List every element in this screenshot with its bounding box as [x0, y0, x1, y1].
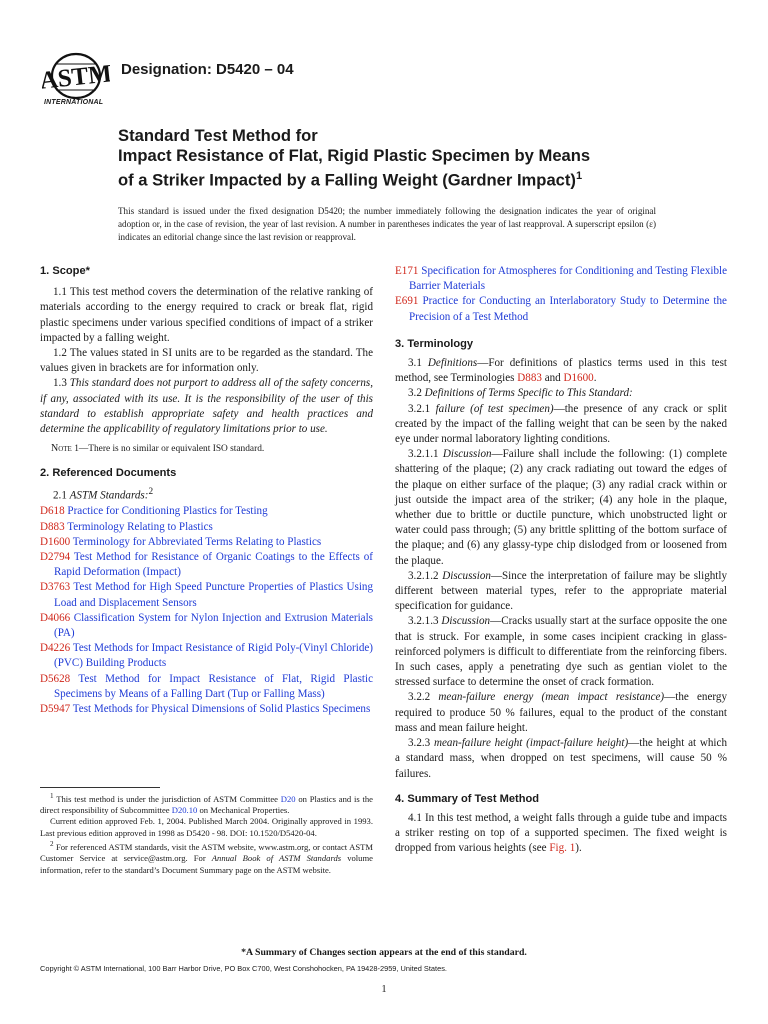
safety-statement: This standard does not purport to address all of the safety concerns, if any, associated with its use. It is the responsibility of the user of this standard to establish appropriate safety and health practices and determine the applicability of regulatory limitations prior to use. — [40, 377, 374, 436]
footnote-text: on Mechanical Properties. — [197, 805, 290, 816]
ref-title-link[interactable]: Test Methods for Physical Dimensions of Solid Plastics Specimens — [70, 702, 371, 715]
ref-title-link[interactable]: Test Methods for Impact Resistance of Rigid Poly-(Vinyl Chloride) (PVC) Building Products — [54, 642, 373, 670]
intro-paragraph: This standard is issued under the fixed designation D5420; the number immediately following the designation indicates the year of original adoption or, in the case of revision, the year of last revision. A number in parentheses indicates the year of last reapproval. A superscript epsilon (ε) indicates an editorial change since the last revision or reapproval. — [118, 206, 656, 242]
para-number: 3.2 — [408, 387, 425, 400]
ref-title-link[interactable]: Specification for Atmospheres for Conditioning and Testing Flexible Barrier Materials — [409, 265, 727, 293]
footnote-rule — [40, 787, 160, 788]
ref-link[interactable]: D2794 — [40, 550, 71, 563]
footnote-text: on Plastics and is the direct responsibility of Subcommittee — [40, 793, 373, 816]
footnote-mark: 1 — [50, 792, 54, 800]
para-text: ). — [575, 842, 582, 855]
footnote-text: volume information, refer to the standard’s Document Summary page on the ASTM website. — [40, 853, 373, 875]
ref-item-d2794 — [40, 550, 373, 580]
footnote-1-edition: Current edition approved Feb. 1, 2004. Published March 2004. Originally approved in 1993. Last previous edition approved in 1998 as D5420 - 98. DOI: 10.1520/D5420-04. — [40, 816, 373, 838]
para-number: 3.1 — [408, 357, 428, 370]
term: Discussion — [442, 448, 492, 461]
ref-item-d883 — [40, 520, 373, 535]
committee-link[interactable]: D20 — [280, 793, 296, 804]
document-title — [118, 126, 590, 191]
ref-item-d5947 — [40, 702, 373, 717]
section-heading-referenced-documents: 2. Referenced Documents — [40, 467, 177, 480]
paragraph-3-1 — [395, 356, 727, 386]
footnote-italic: Annual Book of ASTM Standards — [211, 853, 342, 864]
para-number: 3.2.1.2 — [408, 569, 443, 582]
paragraph-2-1 — [40, 485, 373, 504]
paragraph-3-2-2 — [395, 690, 727, 736]
title-line-3-text: of a Striker Impacted by a Falling Weight (Gardner Impact) — [118, 170, 576, 190]
paragraph-1-2: 1.2 The values stated in SI units are to be regarded as the standard. The values given in brackets are for information only. — [40, 347, 373, 375]
section-heading-scope: 1. Scope* — [40, 265, 90, 277]
footnote-2 — [40, 839, 373, 876]
ref-link[interactable]: D618 — [40, 505, 65, 518]
para-text: —the energy required to produce 50 % failures, equal to the product of the constant mass and mean failure height. — [395, 691, 727, 734]
term: Definitions of Terms Specific to This Standard: — [424, 387, 633, 400]
summary-of-changes-note: *A Summary of Changes section appears at the end of this standard. — [241, 947, 527, 958]
para-number: 3.2.1.3 — [408, 615, 442, 628]
logo-label: INTERNATIONAL — [44, 99, 104, 106]
paragraph-3-2-1 — [395, 402, 727, 448]
ref-link-d883[interactable]: D883 — [517, 372, 542, 385]
note-1 — [40, 442, 373, 456]
footnote-text: For referenced ASTM standards, visit the ASTM website, www.astm.org, or contact ASTM Customer Service at service@astm.org. For — [40, 841, 373, 864]
para-text: . — [593, 372, 597, 385]
left-column — [40, 264, 373, 717]
ref-item-d4066 — [40, 611, 373, 641]
footnote-1 — [40, 791, 373, 816]
title-line-2: Impact Resistance of Flat, Rigid Plastic Specimen by Means — [118, 146, 591, 165]
right-column — [395, 264, 727, 857]
para-text: —For definitions of plastics terms used in this test method, see Terminologies — [395, 357, 727, 385]
designation: Designation: D5420 – 04 — [121, 61, 294, 78]
para-text: —the presence of any crack or split created by the impact of the falling weight that can be seen by the naked eye under normal laboratory lighting conditions. — [395, 402, 727, 446]
ref-item-e691 — [395, 294, 727, 324]
paragraph-3-2-1-1 — [395, 447, 727, 569]
note-label: Note — [51, 443, 72, 455]
title-line-1: Standard Test Method for — [118, 126, 318, 145]
section-heading-summary: 4. Summary of Test Method — [395, 792, 540, 805]
ref-item-d3763 — [40, 580, 373, 610]
paragraph-3-2 — [395, 386, 727, 401]
para-text: and — [541, 372, 564, 385]
ref-link-d1600[interactable]: D1600 — [563, 372, 594, 385]
para-text: 4.1 In this test method, a weight falls through a guide tube and impacts a striker resting on top of a supported specimen. The fixed weight is dropped from various heights (see — [395, 811, 727, 855]
ref-title-link[interactable]: Test Method for High Speed Puncture Properties of Plastics Using Load and Displacement Sensors — [54, 581, 373, 609]
ref-link[interactable]: D3763 — [40, 581, 71, 594]
footnotes — [40, 791, 373, 876]
title-line-3 — [118, 166, 590, 191]
ref-link[interactable]: D5947 — [40, 702, 71, 715]
ref-link[interactable]: E691 — [395, 295, 419, 308]
footnote-text: This test method is under the jurisdiction of ASTM Committee — [53, 793, 281, 804]
ref-link[interactable]: D4226 — [40, 642, 71, 655]
footnote-mark: 2 — [50, 840, 54, 849]
title-footnote-mark: 1 — [575, 170, 583, 182]
paragraph-3-2-1-3 — [395, 614, 727, 690]
ref-item-d4226 — [40, 641, 373, 671]
ref-title-link[interactable]: Terminology Relating to Plastics — [64, 520, 213, 533]
paragraph-3-2-1-2 — [395, 569, 727, 615]
term: Discussion — [442, 569, 491, 582]
astm-logo — [42, 52, 110, 110]
term: Definitions — [427, 357, 478, 370]
ref-title-link[interactable]: Test Method for Resistance of Organic Coatings to the Effects of Rapid Deformation (Impact) — [54, 550, 373, 579]
ref-link[interactable]: D883 — [40, 520, 65, 533]
ref-item-e171 — [395, 264, 727, 294]
ref-link[interactable]: D5628 — [40, 672, 71, 685]
note-text: 1—There is no similar or equivalent ISO standard. — [71, 444, 265, 455]
para-number: 3.2.3 — [408, 737, 434, 750]
ref-link[interactable]: E171 — [395, 265, 419, 277]
paragraph-3-2-3 — [395, 736, 727, 782]
para-number: 3.2.1 — [408, 402, 436, 415]
para-text: —Cracks usually start at the surface opposite the one that is struck. For example, in some cases incipient cracking in glass-reinforced polymers is difficult to differentiate from the reinforcing fibers. In such cases, apply a penetrating dye such as gentian violet to the stressed surface to determine the onset of crack formation. — [395, 615, 728, 689]
para-number: 1.3 — [53, 377, 70, 390]
para-number: 2.1 — [53, 490, 70, 503]
ref-item-d1600 — [40, 535, 373, 550]
copyright-line: Copyright © ASTM International, 100 Barr Harbor Drive, PO Box C700, West Conshohocken, PA 19428-2959, United States. — [40, 964, 447, 973]
page-number: 1 — [381, 984, 387, 995]
ref-title-link[interactable]: Practice for Conditioning Plastics for Testing — [64, 505, 268, 518]
svg-text:ASTM: ASTM — [42, 60, 110, 95]
term: mean-failure energy (mean impact resistance) — [438, 691, 665, 704]
para-number: 3.2.1.1 — [408, 448, 443, 461]
para-text: —Failure shall include the following: (1) complete shattering of the plaque; (2) any crack radiating out toward the edges of the plaque on either surface of the plaque; (3) any radial crack within or just outside the impact area of the striker; (4) any hole in the plaque, whether due to brittle or ductile puncture, which unobstructed light or water could pass through; (5) any brittle splitting of the bottom surface of the plaque; and (6) any glassy-type chip dislodged from or loosened from the plaque. — [395, 448, 728, 567]
footnote-mark: 2 — [148, 487, 154, 498]
ref-title-link[interactable]: Classification System for Nylon Injection and Extrusion Materials (PA) — [54, 611, 373, 639]
astm-standards-label: ASTM Standards: — [69, 490, 149, 503]
para-text: —Since the interpretation of failure may be slightly different between material types, refer to the appropriate material specification for guidance. — [395, 569, 727, 613]
ref-title-link[interactable]: Test Method for Impact Resistance of Flat, Rigid Plastic Specimens by Means of a Falling Dart (Tup or Falling Mass) — [54, 672, 373, 700]
subcommittee-link[interactable]: D20.10 — [171, 805, 198, 816]
ref-title-link[interactable]: Practice for Conducting an Interlaboratory Study to Determine the Precision of a Test Method — [409, 295, 727, 323]
ref-link[interactable]: D4066 — [40, 611, 71, 624]
paragraph-1-1: 1.1 This test method covers the determination of the relative ranking of materials according to the energy required to crack or break flat, rigid plastic specimens under various specified conditions of impact of a striker impacted by a falling weight. — [40, 286, 373, 344]
para-number: 3.2.2 — [408, 691, 439, 704]
term: failure (of test specimen) — [435, 402, 554, 415]
term: mean-failure height (impact-failure height) — [433, 737, 629, 750]
ref-item-d5628 — [40, 672, 373, 702]
ref-link[interactable]: D1600 — [40, 535, 71, 548]
paragraph-4-1 — [395, 811, 727, 857]
section-heading-terminology: 3. Terminology — [395, 337, 474, 350]
para-text: —the height at which a standard mass, when dropped on test specimens, will cause 50 % failures. — [395, 737, 727, 780]
figure-link[interactable]: Fig. 1 — [549, 842, 576, 855]
ref-title-link[interactable]: Terminology for Abbreviated Terms Relating to Plastics — [70, 535, 322, 548]
paragraph-1-3 — [40, 376, 373, 437]
ref-item-d618 — [40, 504, 373, 519]
term: Discussion — [441, 615, 491, 628]
